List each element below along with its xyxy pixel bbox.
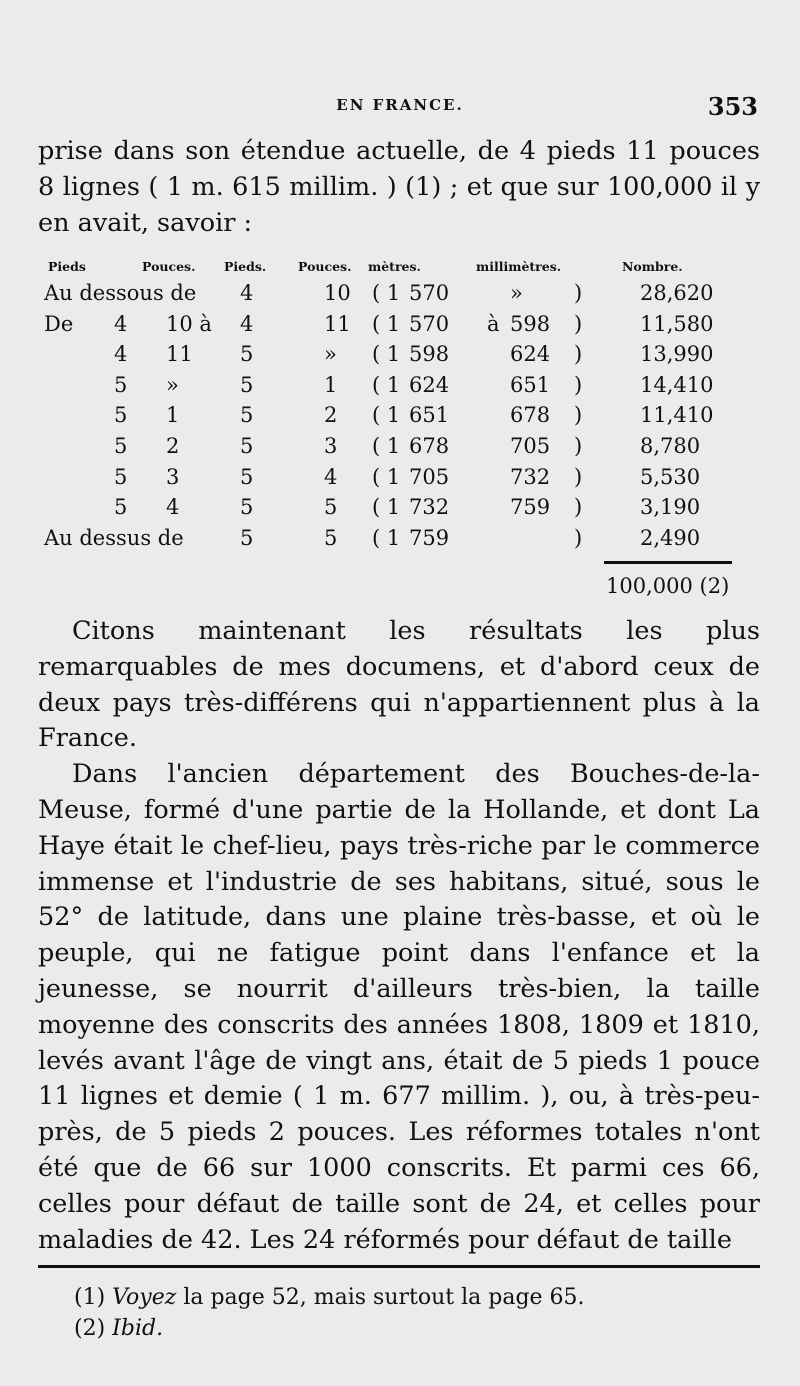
footnote-mark: (2) <box>74 1316 106 1341</box>
table-cell-pi2: 5 <box>240 464 254 489</box>
table-cell-met: ( 1 <box>372 495 401 520</box>
table-cell-label: Au dessous de <box>44 281 197 305</box>
table-cell-mm2: 598 <box>510 311 551 336</box>
table-cell-close: ) <box>574 372 583 397</box>
table-cell-nb: 5,530 <box>640 464 701 489</box>
footnotes <box>74 1282 585 1344</box>
table-row <box>44 373 760 404</box>
table-cell-nb: 3,190 <box>640 495 701 520</box>
table-cell-met: ( 1 <box>372 403 401 428</box>
header-pouces-2: Pouces. <box>298 259 352 274</box>
height-distribution-table <box>44 255 760 556</box>
table-cell-nb: 11,410 <box>640 403 714 428</box>
table-cell-p1: 5 <box>114 403 128 428</box>
table-cell-label: Au dessus de <box>44 525 184 550</box>
table-cell-mm2: 678 <box>510 403 551 428</box>
table-cell-mm2: 732 <box>510 464 551 489</box>
table-cell-close: ) <box>574 311 583 336</box>
table-cell-nb: 2,490 <box>640 525 701 550</box>
table-cell-po1: » <box>166 372 179 397</box>
table-cell-p1: 4 <box>114 342 128 367</box>
table-row <box>44 281 760 312</box>
table-row <box>44 465 760 496</box>
footnote-text: la page 52, mais surtout la page 65. <box>176 1285 585 1310</box>
table-cell-mm1: 678 <box>409 433 450 458</box>
table-cell-mm1: 570 <box>409 281 450 305</box>
table-cell-close: ) <box>574 342 583 367</box>
table-cell-close: ) <box>574 281 583 305</box>
header-pieds-2: Pieds. <box>224 259 267 274</box>
table-cell-po2: 4 <box>324 464 338 489</box>
table-cell-mm1: 570 <box>409 311 450 336</box>
table-cell-met: ( 1 <box>372 433 401 458</box>
table-cell-po2: 5 <box>324 495 338 520</box>
table-cell-mm1: 759 <box>409 525 450 550</box>
table-cell-mm2: 651 <box>510 372 551 397</box>
table-cell-mm1: 651 <box>409 403 450 428</box>
table-row <box>44 312 760 343</box>
table-total: 100,000 (2) <box>606 574 730 598</box>
table-cell-mm2: 759 <box>510 495 551 520</box>
table-cell-close: ) <box>574 464 583 489</box>
table-cell-po2: 3 <box>324 433 338 458</box>
page-number: 353 <box>707 92 758 121</box>
table-cell-nb: 28,620 <box>640 281 714 305</box>
table-cell-close: ) <box>574 495 583 520</box>
table-cell-po2: 2 <box>324 403 338 428</box>
footnote-lead: Ibid. <box>112 1316 164 1341</box>
table-row <box>44 526 760 557</box>
table-cell-met: ( 1 <box>372 464 401 489</box>
table-cell-pi2: 5 <box>240 433 254 458</box>
table-cell-mm2: 705 <box>510 433 551 458</box>
table-cell-po1: 4 <box>166 495 180 520</box>
header-pouces: Pouces. <box>142 259 196 274</box>
table-cell-pi2: 4 <box>240 281 254 305</box>
header-pieds: Pieds <box>48 259 86 274</box>
table-cell-p1: 5 <box>114 433 128 458</box>
table-cell-nb: 11,580 <box>640 311 714 336</box>
paragraph: Citons maintenant les résultats les plus remarquables de mes documens, et d'abord ceux de deux pays très-différens qui n'appartiennent plus à la France. <box>38 616 760 754</box>
table-cell-label: De <box>44 311 74 336</box>
table-cell-pi2: 5 <box>240 525 254 550</box>
table-cell-mm1: 598 <box>409 342 450 367</box>
table-cell-close: ) <box>574 525 583 550</box>
footnote <box>74 1282 585 1313</box>
table-cell-po2: 10 <box>324 281 351 305</box>
table-cell-mm1: 624 <box>409 372 450 397</box>
table-cell-mm1: 732 <box>409 495 450 520</box>
footnote-lead: Voyez <box>112 1285 177 1310</box>
table-cell-p1: 5 <box>114 495 128 520</box>
table-cell-po1: 10 à <box>166 311 212 336</box>
table-header <box>44 255 760 281</box>
table-cell-pi2: 5 <box>240 342 254 367</box>
running-title: EN FRANCE. <box>336 96 464 114</box>
footnote-rule <box>38 1265 760 1268</box>
table-body <box>44 281 760 556</box>
paragraph: Dans l'ancien département des Bouches-de-la-Meuse, formé d'une partie de la Hollande, et dont La Haye était le chef-lieu, pays très-riche par le commerce immense et l'industrie de ses habitans, situé, sous le 52° de latitude, dans une plaine très-basse, et où le peuple, qui ne fatigue point dans l'enfance et la jeunesse, se nourrit d'ailleurs très-bien, la taille moyenne des conscrits des années 1808, 1809 et 1810, levés avant l'âge de vingt ans, était de 5 pieds 1 pouce 11 lignes et demie ( 1 m. 677 millim. ), ou, à très-peu-près, de 5 pieds 2 pouces. Les réformes totales n'ont été que de 66 sur 1000 conscrits. Et parmi ces 66, celles pour défaut de taille sont de 24, et celles pour maladies de 42. Les 24 réformés pour défaut de taille <box>38 759 760 1255</box>
table-cell-mm2: 624 <box>510 342 551 367</box>
table-row <box>44 403 760 434</box>
header-nombre: Nombre. <box>622 259 683 274</box>
body-text <box>38 614 760 1258</box>
total-rule <box>604 561 732 564</box>
footnote <box>74 1313 585 1344</box>
table-cell-po2: 5 <box>324 525 338 550</box>
table-cell-met: ( 1 <box>372 281 401 305</box>
table-row <box>44 434 760 465</box>
intro-text: prise dans son étendue actuelle, de 4 pieds 11 pouces 8 lignes ( 1 m. 615 millim. ) (1) ; et que sur 100,000 il y en avait, savoir : <box>38 136 760 238</box>
table-cell-p1: 5 <box>114 372 128 397</box>
table-cell-close: ) <box>574 433 583 458</box>
table-cell-pi2: 5 <box>240 495 254 520</box>
footnote-mark: (1) <box>74 1285 106 1310</box>
table-cell-po1: 3 <box>166 464 180 489</box>
table-cell-met: ( 1 <box>372 372 401 397</box>
table-cell-mm-a: à <box>487 311 500 336</box>
table-cell-pi2: 5 <box>240 372 254 397</box>
table-cell-po1: 2 <box>166 433 180 458</box>
table-cell-mm2: » <box>510 281 523 305</box>
table-cell-nb: 13,990 <box>640 342 714 367</box>
table-cell-po2: » <box>324 342 337 367</box>
header-millimetres: millimètres. <box>476 259 562 274</box>
table-cell-p1: 4 <box>114 311 128 336</box>
table-cell-met: ( 1 <box>372 525 401 550</box>
table-cell-met: ( 1 <box>372 342 401 367</box>
intro-paragraph <box>38 134 760 241</box>
table-cell-po2: 11 <box>324 311 351 336</box>
table-cell-pi2: 5 <box>240 403 254 428</box>
table-cell-po1: 11 <box>166 342 193 367</box>
table-cell-pi2: 4 <box>240 311 254 336</box>
table-cell-nb: 14,410 <box>640 372 714 397</box>
table-cell-met: ( 1 <box>372 311 401 336</box>
table-row <box>44 495 760 526</box>
table-cell-p1: 5 <box>114 464 128 489</box>
table-cell-mm1: 705 <box>409 464 450 489</box>
table-cell-close: ) <box>574 403 583 428</box>
table-cell-po2: 1 <box>324 372 338 397</box>
table-cell-po1: 1 <box>166 403 180 428</box>
table-cell-nb: 8,780 <box>640 433 701 458</box>
header-metres: mètres. <box>368 259 421 274</box>
table-row <box>44 342 760 373</box>
running-head <box>0 92 800 122</box>
